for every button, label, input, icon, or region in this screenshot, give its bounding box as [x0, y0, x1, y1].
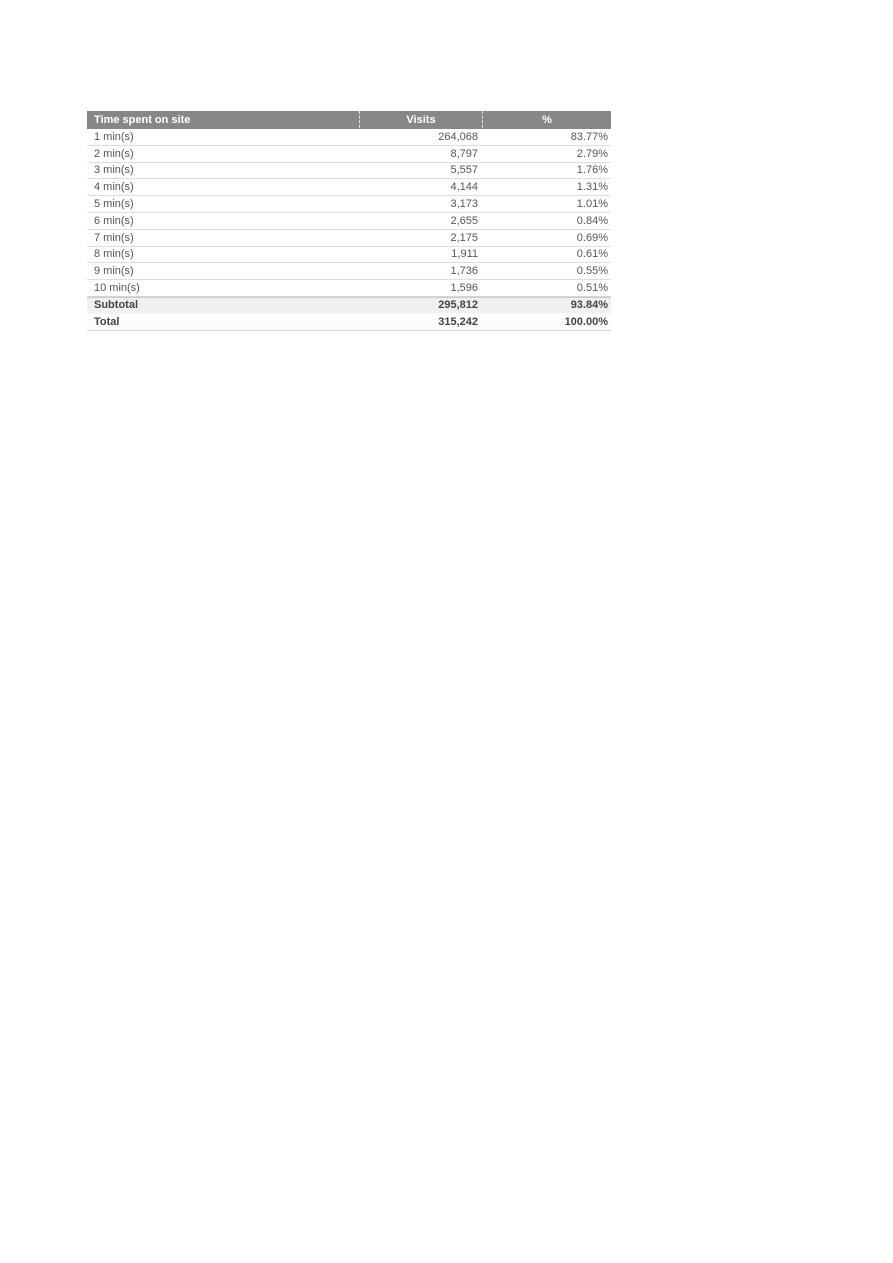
- row-percent: 1.01%: [576, 198, 608, 211]
- column-header-percent: %: [482, 111, 611, 128]
- time-spent-on-site-table: [87, 111, 611, 331]
- row-percent: 0.61%: [576, 248, 608, 261]
- column-header-time-spent: Time spent on site: [94, 113, 191, 126]
- row-percent: 0.84%: [576, 214, 608, 227]
- subtotal-label: Subtotal: [94, 299, 138, 312]
- total-visits: 315,242: [438, 315, 478, 328]
- table-row: [87, 179, 611, 196]
- row-label: 5 min(s): [94, 198, 134, 211]
- row-visits: 1,911: [451, 248, 478, 261]
- table-row: [87, 146, 611, 163]
- table-row: [87, 196, 611, 213]
- table-row: [87, 263, 611, 280]
- row-visits: 4,144: [450, 181, 478, 194]
- row-visits: 264,068: [438, 130, 478, 143]
- table-row: [87, 213, 611, 230]
- row-visits: 8,797: [450, 147, 478, 160]
- row-label: 4 min(s): [94, 181, 134, 194]
- table-row: [87, 129, 611, 146]
- table-row: [87, 230, 611, 247]
- column-header-visits: Visits: [359, 111, 482, 128]
- total-row: [87, 314, 611, 331]
- row-visits: 2,175: [450, 231, 478, 244]
- row-label: 1 min(s): [94, 130, 134, 143]
- total-percent: 100.00%: [564, 315, 608, 328]
- table-row: [87, 247, 611, 264]
- row-percent: 1.31%: [576, 181, 608, 194]
- subtotal-visits: 295,812: [438, 299, 478, 312]
- row-visits: 1,596: [450, 282, 478, 295]
- row-percent: 0.51%: [576, 282, 608, 295]
- table-row: [87, 280, 611, 297]
- row-label: 8 min(s): [94, 248, 134, 261]
- row-percent: 0.69%: [576, 231, 608, 244]
- table-row: [87, 163, 611, 180]
- row-label: 3 min(s): [94, 164, 134, 177]
- row-label: 2 min(s): [94, 147, 134, 160]
- row-visits: 5,557: [450, 164, 478, 177]
- row-percent: 83.77%: [570, 130, 608, 143]
- row-percent: 1.76%: [576, 164, 608, 177]
- row-percent: 2.79%: [576, 147, 608, 160]
- row-visits: 3,173: [450, 198, 478, 211]
- row-label: 7 min(s): [94, 231, 134, 244]
- subtotal-row: [87, 297, 611, 314]
- row-label: 6 min(s): [94, 214, 134, 227]
- subtotal-percent: 93.84%: [570, 299, 608, 312]
- table-header-row: [87, 111, 611, 129]
- row-percent: 0.55%: [576, 265, 608, 278]
- row-visits: 1,736: [450, 265, 478, 278]
- row-label: 10 min(s): [94, 282, 140, 295]
- row-visits: 2,655: [450, 214, 478, 227]
- table-body: [87, 129, 611, 297]
- total-label: Total: [94, 315, 120, 328]
- row-label: 9 min(s): [94, 265, 134, 278]
